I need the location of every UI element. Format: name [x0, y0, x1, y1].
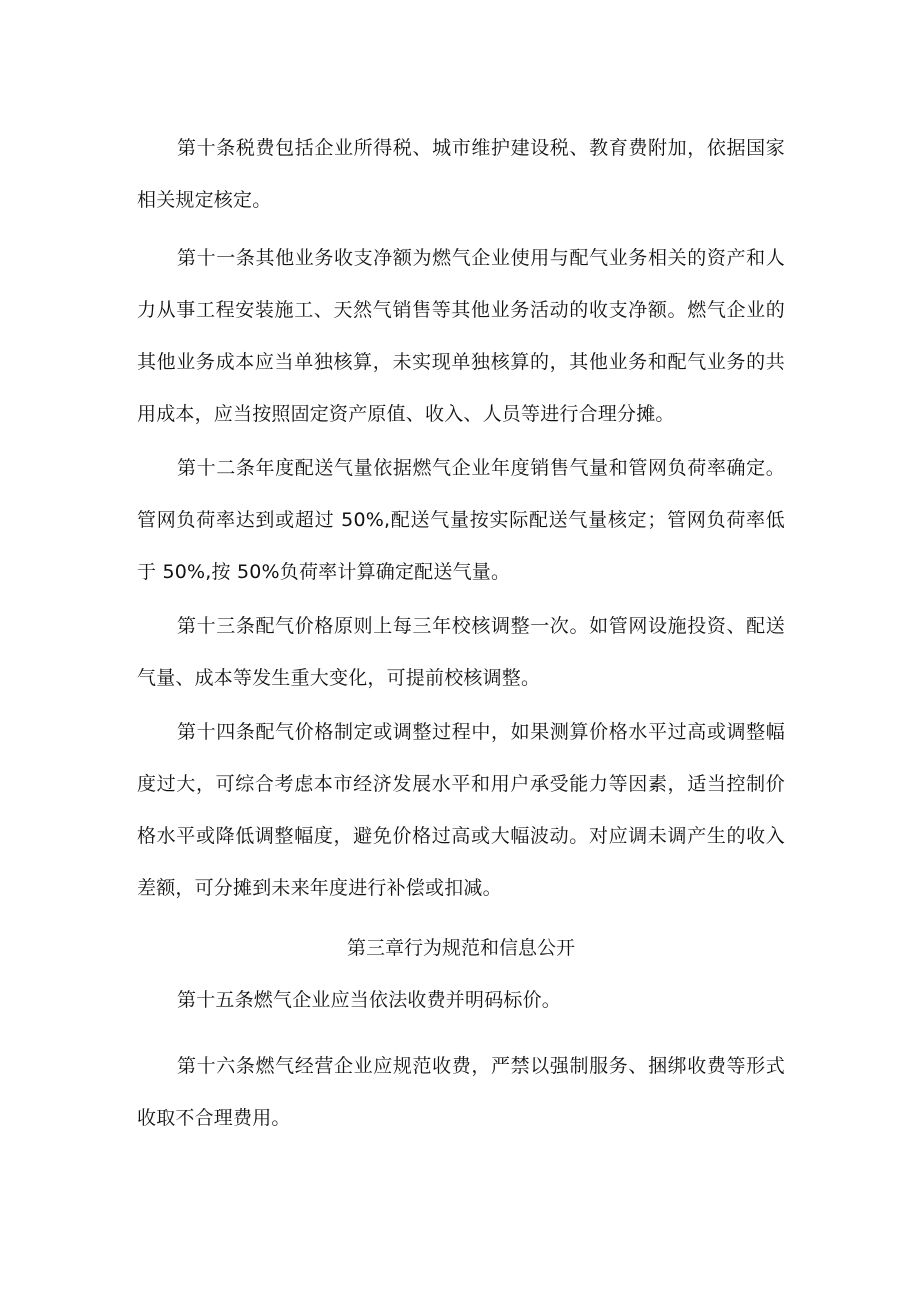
article-14: 第十四条配气价格制定或调整过程中，如果测算价格水平过高或调整幅度过大，可综合考虑本市经济发展水平和用户承受能力等因素，适当控制价格水平或降低调整幅度，避免价格过高或大幅波动。对应调未调产生的收入差额，可分摊到未来年度进行补偿或扣减。: [137, 721, 785, 899]
article-16: 第十六条燃气经营企业应规范收费，严禁以强制服务、捆绑收费等形式收取不合理费用。: [137, 1055, 785, 1129]
article-11: 第十一条其他业务收支净额为燃气企业使用与配气业务相关的资产和人力从事工程安装施工、天然气销售等其他业务活动的收支净额。燃气企业的其他业务成本应当单独核算，未实现单独核算的，其他业务和配气业务的共用成本，应当按照固定资产原值、收入、人员等进行合理分摊。: [137, 247, 785, 425]
article-12: 第十二条年度配送气量依据燃气企业年度销售气量和管网负荷率确定。管网负荷率达到或超过 50%,配送气量按实际配送气量核定；管网负荷率低于 50%,按 50%负荷率计算确定配送气量。: [137, 457, 785, 583]
chapter-heading: 第三章行为规范和信息公开: [346, 937, 575, 959]
article-15: 第十五条燃气企业应当依法收费并明码标价。: [177, 989, 562, 1011]
article-13: 第十三条配气价格原则上每三年校核调整一次。如管网设施投资、配送气量、成本等发生重大变化，可提前校核调整。: [137, 615, 785, 689]
article-10: 第十条税费包括企业所得税、城市维护建设税、教育费附加，依据国家相关规定核定。: [137, 137, 785, 211]
